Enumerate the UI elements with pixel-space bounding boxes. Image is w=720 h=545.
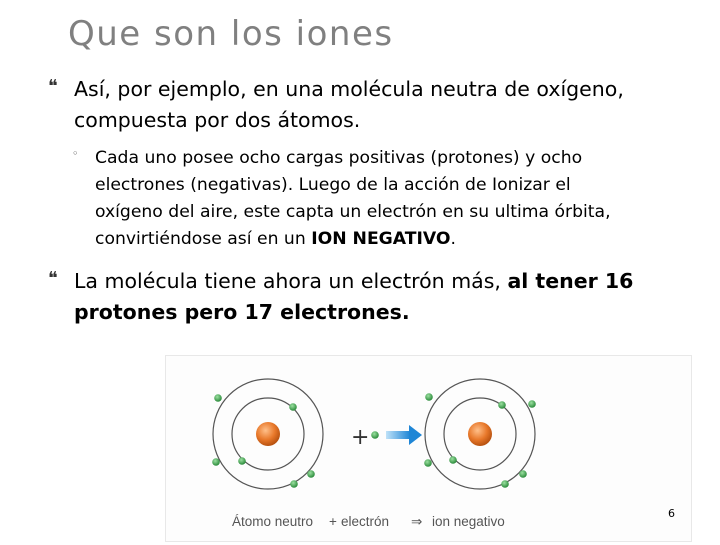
electron bbox=[425, 393, 433, 401]
bullet-2-line-1-bold: al tener 16 bbox=[507, 269, 634, 293]
electron bbox=[307, 470, 315, 478]
slide-title: Que son los iones bbox=[68, 14, 394, 54]
bullet-1-text bbox=[74, 74, 708, 136]
electron bbox=[449, 456, 457, 464]
diagram-caption bbox=[232, 514, 505, 529]
page-number: 6 bbox=[668, 507, 675, 520]
electron bbox=[498, 401, 506, 409]
caption-arrow: ⇒ bbox=[411, 514, 423, 529]
sub-bullet-line-4 bbox=[95, 226, 672, 253]
caption-electron: electrón bbox=[341, 514, 390, 529]
bullet-2-line-2-bold: protones pero 17 electrones. bbox=[74, 300, 410, 324]
electron bbox=[528, 400, 536, 408]
sub-bullet-text bbox=[95, 145, 672, 253]
sub-bullet-line-4-suffix: . bbox=[450, 229, 456, 249]
electron bbox=[501, 480, 509, 488]
ion-diagram-svg bbox=[166, 356, 691, 541]
bullet-marker: ❝ bbox=[48, 76, 58, 97]
electron bbox=[289, 403, 297, 411]
bullet-1-line-1: Así, por ejemplo, en una molécula neutra de oxígeno, bbox=[74, 77, 624, 101]
free-electron bbox=[371, 431, 379, 439]
electron bbox=[290, 480, 298, 488]
bullet-marker: ❝ bbox=[48, 268, 58, 289]
negative-ion bbox=[424, 379, 536, 489]
caption-negative-ion: ion negativo bbox=[432, 514, 505, 529]
plus-sign: + bbox=[351, 425, 370, 450]
nucleus bbox=[468, 422, 492, 446]
caption-neutral-atom: Átomo neutro bbox=[232, 514, 314, 529]
bullet-2-line-1-prefix: La molécula tiene ahora un electrón más, bbox=[74, 269, 508, 293]
sub-bullet-line-1: Cada uno posee ocho cargas positivas (protones) y ocho bbox=[95, 148, 583, 168]
electron bbox=[212, 458, 220, 466]
bullet-1-line-2: compuesta por dos átomos. bbox=[74, 108, 361, 132]
sub-bullet bbox=[72, 145, 672, 253]
sub-bullet-line-2: electrones (negativas). Luego de la acción de Ionizar el bbox=[95, 175, 571, 195]
arrow-icon bbox=[386, 425, 422, 445]
bullet-2-line-2 bbox=[74, 297, 698, 328]
electron bbox=[424, 459, 432, 467]
electron bbox=[238, 457, 246, 465]
bullet-2-text bbox=[74, 266, 698, 328]
bullet-2-line-1 bbox=[74, 266, 698, 297]
sub-bullet-line-3: oxígeno del aire, este capta un electrón en su ultima órbita, bbox=[95, 202, 611, 222]
sub-bullet-marker: ◦ bbox=[72, 147, 79, 160]
neutral-atom bbox=[212, 379, 323, 489]
electron bbox=[519, 470, 527, 478]
electron bbox=[214, 394, 222, 402]
sub-bullet-line-4-prefix: convirtiéndose así en un bbox=[95, 229, 312, 249]
caption-plus: + bbox=[329, 514, 337, 529]
nucleus bbox=[256, 422, 280, 446]
bullet-1 bbox=[48, 74, 708, 136]
ion-diagram bbox=[165, 355, 692, 542]
ion-negativo-label: ION NEGATIVO bbox=[311, 229, 451, 249]
bullet-2 bbox=[48, 266, 698, 328]
